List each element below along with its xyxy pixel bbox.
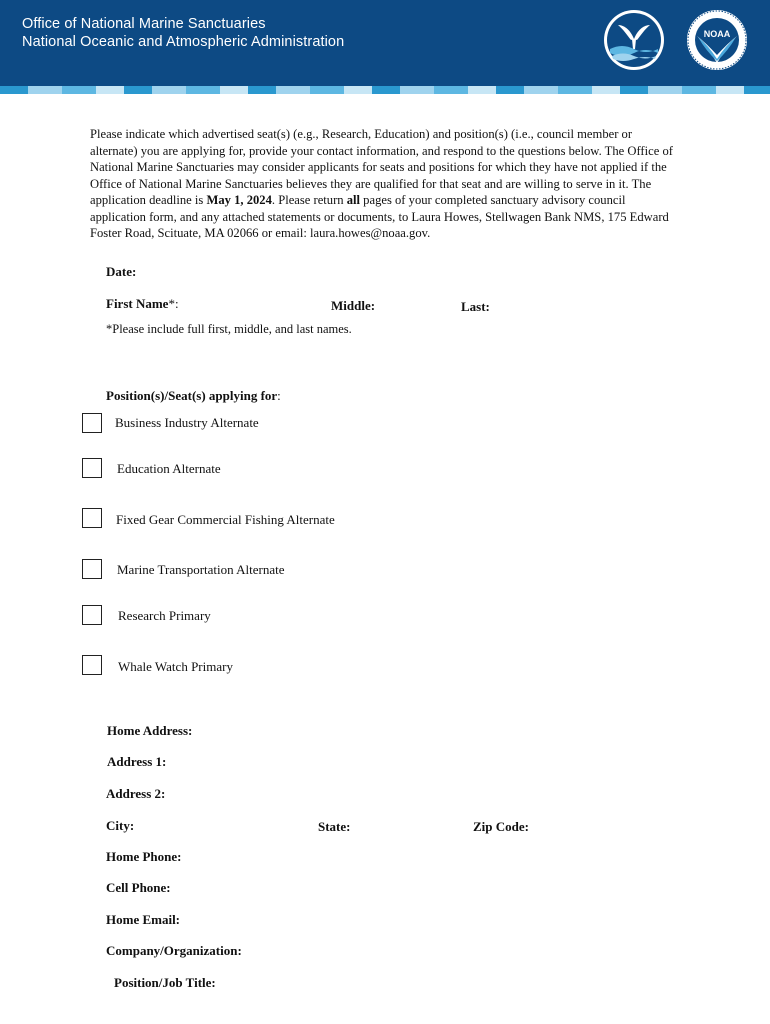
instructions-paragraph bbox=[90, 126, 680, 242]
header-agency-name: National Oceanic and Atmospheric Administration bbox=[22, 34, 345, 50]
name-instructions-note: *Please include full first, middle, and last names. bbox=[106, 322, 352, 336]
address-2-label: Address 2: bbox=[106, 786, 166, 801]
header-banner bbox=[0, 0, 770, 86]
seat-label-education-alternate: Education Alternate bbox=[117, 461, 221, 476]
checkbox-business-industry-alternate[interactable] bbox=[82, 413, 102, 433]
seat-label-whale-watch-primary: Whale Watch Primary bbox=[118, 659, 233, 674]
seat-label-marine-transportation-alternate: Marine Transportation Alternate bbox=[117, 562, 285, 577]
seat-label-research-primary: Research Primary bbox=[118, 608, 211, 623]
address-1-label: Address 1: bbox=[107, 754, 167, 769]
checkbox-marine-transportation-alternate[interactable] bbox=[82, 559, 102, 579]
last-name-label: Last: bbox=[461, 299, 490, 314]
first-name-required-mark: *: bbox=[168, 296, 179, 311]
checkbox-whale-watch-primary[interactable] bbox=[82, 655, 102, 675]
instructions-emphasis-all: all bbox=[346, 193, 361, 207]
noaa-logo-text: NOAA bbox=[703, 29, 731, 39]
company-organization-label: Company/Organization: bbox=[106, 943, 242, 958]
first-name-label-text: First Name bbox=[106, 296, 169, 311]
middle-name-label: Middle: bbox=[331, 298, 376, 313]
application-deadline: May 1, 2024 bbox=[206, 193, 272, 207]
city-label: City: bbox=[106, 818, 135, 833]
header-office-name: Office of National Marine Sanctuaries bbox=[22, 16, 266, 32]
header-stripe bbox=[0, 86, 770, 94]
state-label: State: bbox=[318, 819, 351, 834]
positions-seats-label-text: Position(s)/Seat(s) applying for bbox=[106, 388, 278, 403]
sanctuaries-whale-tail-logo bbox=[603, 9, 665, 71]
date-label: Date: bbox=[106, 264, 137, 279]
zip-code-label: Zip Code: bbox=[473, 819, 529, 834]
position-job-title-label: Position/Job Title: bbox=[114, 975, 216, 990]
checkbox-education-alternate[interactable] bbox=[82, 458, 102, 478]
home-email-label: Home Email: bbox=[106, 912, 181, 927]
checkbox-fixed-gear-commercial-fishing-alternate[interactable] bbox=[82, 508, 102, 528]
noaa-logo bbox=[686, 9, 748, 71]
checkbox-research-primary[interactable] bbox=[82, 605, 102, 625]
instructions-text-1: Please indicate which advertised seat(s) (e.g., Research, Education) and position(s) (i.e., council member or alternate) you are applying for, provide your contact information, and respond to the questions below. The Office of National Marine Sanctuaries may consider applicants for seats and positions for which they have not applied if the Office of National Marine Sanctuaries believes they are qualified for that seat and are willing to serve in it. The application deadline is bbox=[90, 127, 673, 207]
instructions-text-3: pages of your completed sanctuary advisory council application form, and any attached statements or documents, to Laura Howes, Stellwagen Bank NMS, 175 Edward Foster Road, Scituate, MA 02066 or email: laura.howes@noaa.gov. bbox=[90, 193, 669, 240]
cell-phone-label: Cell Phone: bbox=[106, 880, 171, 895]
first-name-label bbox=[106, 296, 179, 312]
positions-seats-label-colon: : bbox=[277, 388, 281, 403]
seat-label-fixed-gear-commercial-fishing-alternate: Fixed Gear Commercial Fishing Alternate bbox=[116, 512, 335, 527]
instructions-text-2: . Please return bbox=[271, 193, 347, 207]
home-phone-label: Home Phone: bbox=[106, 849, 182, 864]
positions-seats-label bbox=[106, 388, 281, 404]
home-address-label: Home Address: bbox=[107, 723, 193, 738]
seat-label-business-industry-alternate: Business Industry Alternate bbox=[115, 415, 259, 430]
